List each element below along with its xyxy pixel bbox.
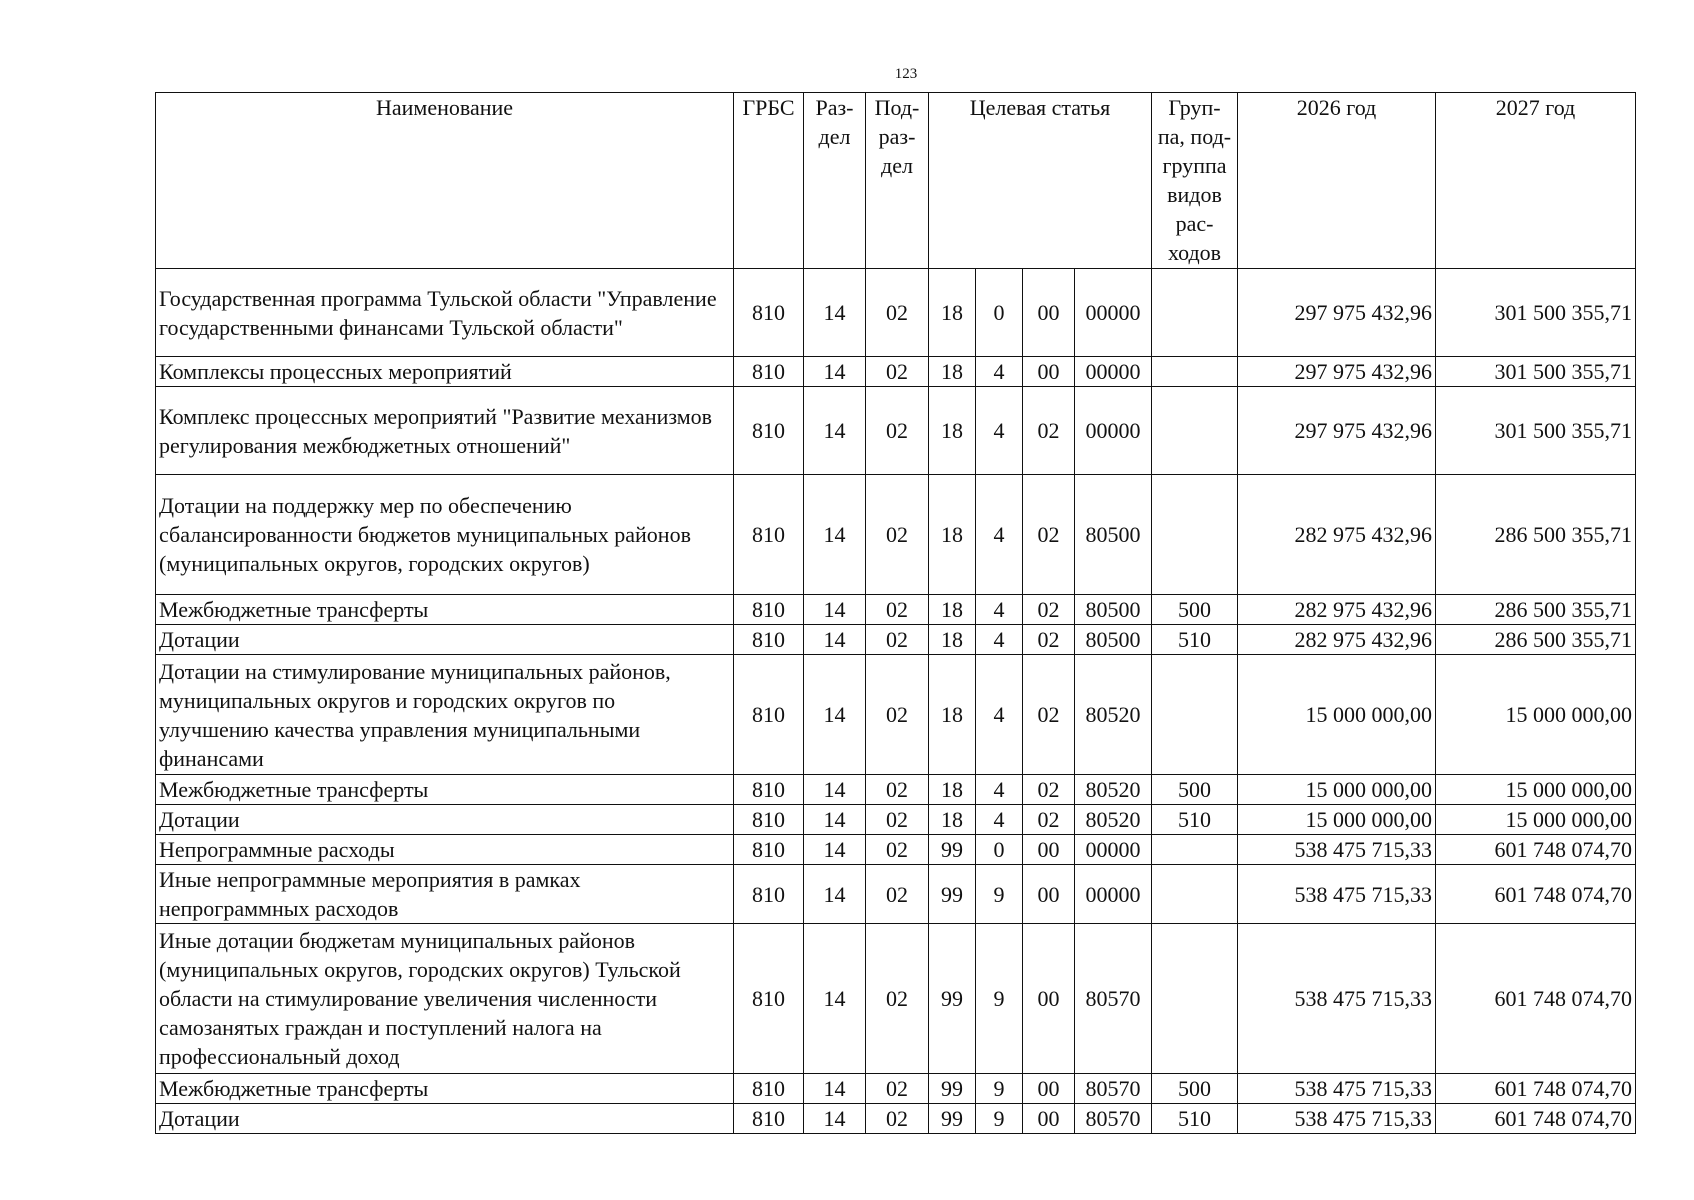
cell-grbs: 810 xyxy=(734,1104,804,1134)
cell-expense-group: 500 xyxy=(1152,775,1238,805)
cell-name: Дотации xyxy=(156,625,734,655)
cell-target-type: 4 xyxy=(976,595,1023,625)
cell-razdel: 14 xyxy=(804,595,866,625)
cell-expense-group xyxy=(1152,655,1238,775)
cell-amount-2027: 601 748 074,70 xyxy=(1436,1074,1636,1104)
cell-name: Иные непрограммные мероприятия в рамках непрограммных расходов xyxy=(156,865,734,924)
cell-name: Комплексы процессных мероприятий xyxy=(156,357,734,387)
cell-target-program: 18 xyxy=(929,655,976,775)
cell-target-program: 99 xyxy=(929,924,976,1074)
cell-amount-2026: 282 975 432,96 xyxy=(1238,625,1436,655)
cell-amount-2027: 601 748 074,70 xyxy=(1436,835,1636,865)
cell-podrazdel: 02 xyxy=(866,805,929,835)
table-row xyxy=(156,475,1636,595)
table-row xyxy=(156,1104,1636,1134)
cell-podrazdel: 02 xyxy=(866,835,929,865)
cell-target-program: 18 xyxy=(929,805,976,835)
cell-podrazdel: 02 xyxy=(866,655,929,775)
cell-target-direction: 00000 xyxy=(1075,387,1152,475)
cell-podrazdel: 02 xyxy=(866,924,929,1074)
header-podrazdel: Под- раз- дел xyxy=(866,93,929,269)
cell-target-direction: 80570 xyxy=(1075,924,1152,1074)
cell-grbs: 810 xyxy=(734,655,804,775)
cell-target-complex: 02 xyxy=(1023,655,1075,775)
cell-expense-group xyxy=(1152,357,1238,387)
cell-amount-2026: 297 975 432,96 xyxy=(1238,387,1436,475)
cell-expense-group xyxy=(1152,387,1238,475)
cell-amount-2026: 538 475 715,33 xyxy=(1238,835,1436,865)
table-row xyxy=(156,625,1636,655)
cell-target-direction: 80500 xyxy=(1075,595,1152,625)
table-row xyxy=(156,595,1636,625)
cell-podrazdel: 02 xyxy=(866,357,929,387)
cell-target-program: 18 xyxy=(929,357,976,387)
cell-target-type: 4 xyxy=(976,357,1023,387)
cell-expense-group xyxy=(1152,865,1238,924)
table-body xyxy=(156,269,1636,1134)
cell-razdel: 14 xyxy=(804,775,866,805)
cell-target-direction: 00000 xyxy=(1075,357,1152,387)
cell-target-complex: 00 xyxy=(1023,357,1075,387)
cell-grbs: 810 xyxy=(734,775,804,805)
cell-podrazdel: 02 xyxy=(866,475,929,595)
cell-grbs: 810 xyxy=(734,475,804,595)
cell-amount-2026: 15 000 000,00 xyxy=(1238,775,1436,805)
cell-razdel: 14 xyxy=(804,1104,866,1134)
cell-target-program: 99 xyxy=(929,835,976,865)
cell-podrazdel: 02 xyxy=(866,595,929,625)
cell-name: Государственная программа Тульской области "Управление государственными финансами Тульской области" xyxy=(156,269,734,357)
cell-expense-group xyxy=(1152,835,1238,865)
cell-target-complex: 00 xyxy=(1023,835,1075,865)
cell-grbs: 810 xyxy=(734,835,804,865)
table-row xyxy=(156,775,1636,805)
cell-amount-2026: 282 975 432,96 xyxy=(1238,475,1436,595)
cell-razdel: 14 xyxy=(804,387,866,475)
cell-amount-2027: 301 500 355,71 xyxy=(1436,357,1636,387)
cell-razdel: 14 xyxy=(804,835,866,865)
cell-grbs: 810 xyxy=(734,625,804,655)
table-row xyxy=(156,835,1636,865)
cell-name: Межбюджетные трансферты xyxy=(156,595,734,625)
cell-target-type: 4 xyxy=(976,475,1023,595)
cell-podrazdel: 02 xyxy=(866,1104,929,1134)
cell-target-type: 4 xyxy=(976,387,1023,475)
cell-amount-2027: 601 748 074,70 xyxy=(1436,924,1636,1074)
cell-razdel: 14 xyxy=(804,475,866,595)
cell-name: Иные дотации бюджетам муниципальных районов (муниципальных округов, городских округов) Тульской области на стимулирование увеличения численности самозанятых граждан и поступлений налога на профессиональный доход xyxy=(156,924,734,1074)
budget-table xyxy=(155,92,1636,1134)
table-row xyxy=(156,865,1636,924)
cell-name: Комплекс процессных мероприятий "Развитие механизмов регулирования межбюджетных отношений" xyxy=(156,387,734,475)
cell-podrazdel: 02 xyxy=(866,387,929,475)
cell-podrazdel: 02 xyxy=(866,1074,929,1104)
cell-razdel: 14 xyxy=(804,924,866,1074)
cell-target-type: 9 xyxy=(976,1104,1023,1134)
cell-amount-2026: 297 975 432,96 xyxy=(1238,357,1436,387)
cell-target-direction: 80520 xyxy=(1075,805,1152,835)
page-number: 123 xyxy=(894,66,918,82)
table-row xyxy=(156,805,1636,835)
cell-target-program: 99 xyxy=(929,1074,976,1104)
cell-grbs: 810 xyxy=(734,865,804,924)
cell-grbs: 810 xyxy=(734,269,804,357)
cell-target-direction: 80520 xyxy=(1075,775,1152,805)
cell-podrazdel: 02 xyxy=(866,775,929,805)
cell-target-complex: 02 xyxy=(1023,805,1075,835)
cell-razdel: 14 xyxy=(804,625,866,655)
header-expense-group: Груп- па, под- группа видов рас- ходов xyxy=(1152,93,1238,269)
cell-expense-group xyxy=(1152,475,1238,595)
cell-target-direction: 00000 xyxy=(1075,269,1152,357)
cell-target-direction: 80570 xyxy=(1075,1074,1152,1104)
cell-target-complex: 02 xyxy=(1023,595,1075,625)
cell-amount-2027: 286 500 355,71 xyxy=(1436,595,1636,625)
table-row xyxy=(156,269,1636,357)
cell-target-direction: 80500 xyxy=(1075,475,1152,595)
cell-amount-2026: 297 975 432,96 xyxy=(1238,269,1436,357)
cell-target-type: 4 xyxy=(976,775,1023,805)
cell-amount-2027: 286 500 355,71 xyxy=(1436,625,1636,655)
cell-amount-2027: 601 748 074,70 xyxy=(1436,1104,1636,1134)
header-target-article: Целевая статья xyxy=(929,93,1152,269)
cell-amount-2027: 15 000 000,00 xyxy=(1436,775,1636,805)
cell-target-program: 99 xyxy=(929,865,976,924)
cell-target-type: 0 xyxy=(976,269,1023,357)
cell-amount-2026: 282 975 432,96 xyxy=(1238,595,1436,625)
cell-amount-2027: 301 500 355,71 xyxy=(1436,387,1636,475)
cell-grbs: 810 xyxy=(734,924,804,1074)
table-row xyxy=(156,1074,1636,1104)
cell-amount-2027: 601 748 074,70 xyxy=(1436,865,1636,924)
header-row xyxy=(156,93,1636,269)
cell-amount-2026: 538 475 715,33 xyxy=(1238,865,1436,924)
cell-target-program: 18 xyxy=(929,269,976,357)
cell-grbs: 810 xyxy=(734,595,804,625)
cell-target-complex: 02 xyxy=(1023,475,1075,595)
cell-razdel: 14 xyxy=(804,805,866,835)
cell-amount-2026: 15 000 000,00 xyxy=(1238,805,1436,835)
cell-target-type: 9 xyxy=(976,865,1023,924)
cell-target-complex: 00 xyxy=(1023,269,1075,357)
cell-name: Межбюджетные трансферты xyxy=(156,775,734,805)
cell-amount-2026: 538 475 715,33 xyxy=(1238,1074,1436,1104)
cell-target-direction: 80520 xyxy=(1075,655,1152,775)
cell-target-complex: 02 xyxy=(1023,775,1075,805)
header-year-2027: 2027 год xyxy=(1436,93,1636,269)
cell-podrazdel: 02 xyxy=(866,865,929,924)
cell-target-program: 18 xyxy=(929,775,976,805)
cell-expense-group: 500 xyxy=(1152,1074,1238,1104)
cell-amount-2026: 15 000 000,00 xyxy=(1238,655,1436,775)
cell-target-program: 18 xyxy=(929,475,976,595)
header-grbs: ГРБС xyxy=(734,93,804,269)
table-row xyxy=(156,357,1636,387)
cell-razdel: 14 xyxy=(804,269,866,357)
cell-grbs: 810 xyxy=(734,1074,804,1104)
cell-expense-group: 500 xyxy=(1152,595,1238,625)
table-row xyxy=(156,655,1636,775)
cell-podrazdel: 02 xyxy=(866,269,929,357)
cell-target-program: 18 xyxy=(929,387,976,475)
cell-razdel: 14 xyxy=(804,357,866,387)
cell-target-complex: 00 xyxy=(1023,924,1075,1074)
cell-target-type: 9 xyxy=(976,1074,1023,1104)
cell-grbs: 810 xyxy=(734,805,804,835)
cell-amount-2026: 538 475 715,33 xyxy=(1238,924,1436,1074)
cell-expense-group: 510 xyxy=(1152,805,1238,835)
cell-grbs: 810 xyxy=(734,357,804,387)
cell-amount-2027: 15 000 000,00 xyxy=(1436,805,1636,835)
cell-target-direction: 00000 xyxy=(1075,865,1152,924)
cell-target-direction: 80570 xyxy=(1075,1104,1152,1134)
cell-razdel: 14 xyxy=(804,655,866,775)
cell-target-program: 18 xyxy=(929,595,976,625)
cell-razdel: 14 xyxy=(804,1074,866,1104)
cell-target-program: 99 xyxy=(929,1104,976,1134)
cell-target-type: 9 xyxy=(976,924,1023,1074)
cell-expense-group xyxy=(1152,269,1238,357)
cell-amount-2027: 301 500 355,71 xyxy=(1436,269,1636,357)
table-row xyxy=(156,924,1636,1074)
cell-target-direction: 00000 xyxy=(1075,835,1152,865)
cell-target-program: 18 xyxy=(929,625,976,655)
cell-name: Непрограммные расходы xyxy=(156,835,734,865)
cell-target-complex: 02 xyxy=(1023,387,1075,475)
header-year-2026: 2026 год xyxy=(1238,93,1436,269)
cell-name: Дотации на поддержку мер по обеспечению сбалансированности бюджетов муниципальных районов (муниципальных округов, городских округов) xyxy=(156,475,734,595)
cell-grbs: 810 xyxy=(734,387,804,475)
cell-target-complex: 00 xyxy=(1023,1104,1075,1134)
cell-expense-group xyxy=(1152,924,1238,1074)
header-razdel: Раз- дел xyxy=(804,93,866,269)
cell-expense-group: 510 xyxy=(1152,625,1238,655)
cell-expense-group: 510 xyxy=(1152,1104,1238,1134)
cell-target-complex: 00 xyxy=(1023,1074,1075,1104)
cell-razdel: 14 xyxy=(804,865,866,924)
cell-target-complex: 02 xyxy=(1023,625,1075,655)
cell-target-type: 4 xyxy=(976,625,1023,655)
cell-target-direction: 80500 xyxy=(1075,625,1152,655)
cell-name: Дотации xyxy=(156,805,734,835)
header-name: Наименование xyxy=(156,93,734,269)
cell-target-type: 0 xyxy=(976,835,1023,865)
cell-amount-2027: 286 500 355,71 xyxy=(1436,475,1636,595)
table-row xyxy=(156,387,1636,475)
cell-amount-2027: 15 000 000,00 xyxy=(1436,655,1636,775)
cell-target-type: 4 xyxy=(976,805,1023,835)
cell-target-type: 4 xyxy=(976,655,1023,775)
cell-target-complex: 00 xyxy=(1023,865,1075,924)
cell-name: Дотации на стимулирование муниципальных районов, муниципальных округов и городских округов по улучшению качества управления муниципальными финансами xyxy=(156,655,734,775)
cell-name: Межбюджетные трансферты xyxy=(156,1074,734,1104)
cell-amount-2026: 538 475 715,33 xyxy=(1238,1104,1436,1134)
cell-name: Дотации xyxy=(156,1104,734,1134)
cell-podrazdel: 02 xyxy=(866,625,929,655)
